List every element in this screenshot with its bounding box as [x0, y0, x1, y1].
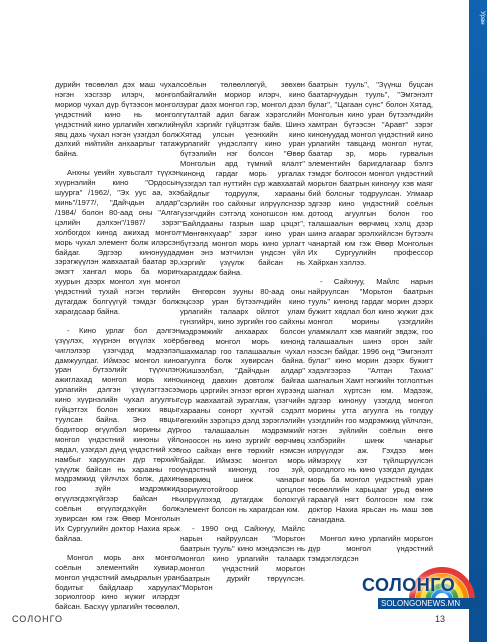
footer-magazine-name: СОЛОНГО — [12, 614, 63, 624]
paragraph: Анхны үеийн хувьсгалт түүхэн хүүрнэлийн кино "Ордосын шуурга" /1962/, "Эх уус аа, эхэ минь"/1977/, "Дайчдын алдар" /1984/ болон 80-аад оны "Алгаг цэлийн дэлхэн"/1987/ зэрэг холбогдох кинод ажихад монгол морь чухал элемент болж илэрсэн байдаг. Эдгээр кинонуудад зэрэгжүүлэн жавхаатай баатар эр, эмэгт хангал морь ба морин хуурын дээрх монгол хүн монгол үндэстний тухай нэгэн төрлийн дүтагдаж болгүүгүй тэмдэг болж харагдсаар байна. — [55, 168, 180, 316]
paragraph: Өнгөрсөн зууны 80-аад оны эцсээр уран бүтээлчдийн кино урлагийн талаарх ойлгот улам гүнзгийрч, кино зургийн гоо сайхны мэдрэмжийг анхаарах болсон бөгөөд монгол морь кинонд шахмалар гоо талашаалын чухал агуулга болж хувирсан байна. Жишээлбэл, "Дайчдын алдар" кинонд давхин довтолж байгаа морь цэргийн эгнээг өргөн хүрээнд сүр жавхаатай зураглаж, үзэгчийн харааны сонорт хүчтэй сэдэлт өгөхийн зэрэгцээ дэлд зэрэглэлийн гоо талашаалын мэдрэмжийг оноосон нь кино зургийг өөрчмөц гоо сайхан өнгө төрхийг нэмсэн байдаг. Иймээс монгол морь үндэстний кинонуд гоо зүй, өвөрмөц шинж чанарыг зориулготойгоор цогцлон илрүүлэхэд дутагдаж болохгүй элемент болсон нь харагдсан юм. — [180, 287, 305, 515]
logo-website: SOLONGONEWS.MN — [378, 598, 482, 609]
paragraph: дурийн төсөөлөл дэх маш чухал нэгэн хэсгээр илэрч, монгол мориор чухал дүр бүтээсон монгол үндэстний кино нь монгол үндэстний кино урлагийн хөгжлийн явц дахь чухал нэгэн үзэгдэл болж дэлхий нийтийн анхаарлыг татаж байна. — [55, 80, 180, 159]
text-column-3 — [308, 80, 433, 573]
paragraph: баатрын тууль", "Зүүнш буцсан баатарчуудын тууль", "Эмгэнэлт булаг", "Цагаан сүнс" болон Хятад, Монголын кино уран бүтээлчдийн хамтран бүтээсэн "Аравт" зэрэг кинонуудад монгол үндэстний кино урлагийн тавцанд монгол нутаг, баатар эр, морь гурвалын элементийн баригдлагаар бэлгэ тэмдэг болгосон монгол үндэстний морьтон баатрын кинонуу хэв маяг бий болсныг тодруулсан. Улмаар эдгээр кино үндэстний соёлын дотоод агуулгын болон гоо талашаалын өөрчмөц хэлц дээр шинэ агаараг эрэлхийлсэн бүтээлч чанартай юм гэж Өвөр Монголын Их Сургуулийн профессор Хайрхан хэллээ. — [308, 80, 433, 268]
text-column-1 — [55, 80, 180, 621]
paragraph: - Кино урлаг бол дэлгэн үзүүлэх, хүүрнэн өгүүлэх хоёр чиглэлээр үзэгчдэд мэдээлэл дамжуулдаг. Иймээс монгол кино уран бүтээлийг түүхчлэн ажиглахад монгол морь кино урлагийн дэлгэн үзүүлэгтээсээ кино хүүрнэлийн чухал агуулгыг гүйцэтгэх болон хөгжих явцыг туулсан байна. Энэ явцыг бодитоор өгүүлбэл морины дүр монгол үндэстний киноны үйл явдал, үзэгдэл дүнд үндэстний хэв намбыг харуулсан дүр төрхийг үзүүлж байсан нь харааны гоо мэдрэмжид үйлчлэх болж, дахин гоо зүйн мэдрэмжид өгүүлэгдэхгүйгээр байсан нь соёлын өгүүлэгдэхүйн болж хувирсан юм гэж Өвөр Монголын Их Сургуулийн доктор Нахиа ярьж байлаа. — [55, 325, 180, 543]
paragraph: - Сайхнуу, Майлс нарын найруулсан "Морьтон баатрын тууль" кинонд гардаг морин дээрх бужигт хядлал бол кино жүжиг дэх монгол морины үзэгдлийн уламжлалт хэв маягийг эвдэж, гоо талашаалын шинэ орон зайг нээсэн байдаг. 1996 онд "Эмгэнэлт булаг" кино морин дээрх бужигт хэдэлгээрээ "Алтан Тахиа" шагналын Хамт нэгжийн тоглолтын шагнал хүртсэн юм. Мэдээж, эдгээр кинонуу үзэгдлд монгол морины утга агуулга нь голдуу үзэгдлийн гоо мэдрэмжид үйлчлэн, нэгэн зүйлийн соёлын өнгө хэлбэрийн шинж чанарыг илрүүлдэг аж. Гэхдээ мөн иймэрхүү хэт түйлшрүүлсэн оролдлого нь кино үзэгдэл дундах морь ба монгол үндэстний уран төсөөллийн харьцааг урьд өмнө гараагүй нягт болгосон юм гэж доктор Нахиа ярьсан нь маш зөв санагдана. — [308, 277, 433, 524]
paragraph: Монгол морь анх монгол соёлын элементийн хувиар, монгол үндэстний амьдралын уран бодитыг байдлаар харуулах зориолгоор кино жүжиг илэрдэг байсан. Басхүү урлагийн төсөөлөл, — [55, 552, 180, 612]
side-brand-text: Уран — [479, 11, 485, 25]
paragraph: - 1990 онд Сайхнуу, Майлс нарын найруулсан "Морьтон баатрын тууль" кино мэндэлсэн нь монгол кино урлагийн талаарх монгол үндэстний морьтон баатрын дурийг төрүүлсэн. "Морьтон — [180, 523, 305, 593]
text-column-2 — [180, 80, 305, 602]
paragraph: соёлын төлөөллөгүй, зөвхөн байгалийн мориор илэрч, кино зураг даэх монгол гэр, монгол дээл гүталтай адил багаж хэрэгслийн үйл хэргийг гүйцэтгэж байв. Шинэ Хятад улсын үеэнхийн кино урлагийг үндэслэлгү кино уран бүтээлийн нэг болсон "Өвөр Монголын ард түмний ялалт" кинонд гардаг морь ургалах үзэгдэл тал нуттийн сүр жавхаатай байдлыг тодруулж, харааны сэрлийн гоо сайхныг илрүүлснээр үзэгчдийн сэтгэлд хоногшсон юм. "Байлдааны газрын шар цэцэг", "Мөнгөнхүаар" зэрэг кино уран бүтээлд монгол морь кино урлагт мөн энэ мэтчилэн үндсэн үйл хэргийг үзүүлж байсан нь харагддаж байна. — [180, 80, 305, 278]
page-number: 13 — [434, 614, 445, 624]
paragraph: Монгол кино урлагийн морьтон дүр монгол үндэстний тэмдэглэгдсэн — [308, 533, 433, 563]
logo-wordmark: СОЛОНГО — [362, 575, 456, 595]
